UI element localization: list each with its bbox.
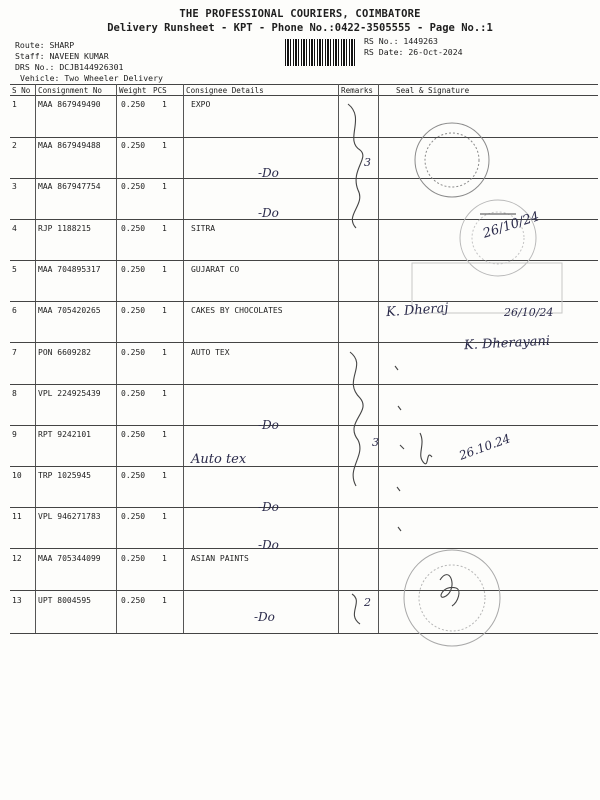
row-sno: 13 xyxy=(12,596,22,605)
company-seal-stamp xyxy=(404,550,500,646)
row-consignment: UPT 8004595 xyxy=(38,596,91,605)
row-sno: 9 xyxy=(12,430,17,439)
delivery-date: 26/10/24 xyxy=(504,306,554,319)
row-weight: 0.250 xyxy=(121,141,146,150)
receiver-signature: K. Dherayani xyxy=(463,333,551,354)
row-sno: 7 xyxy=(12,348,17,357)
rs-date: RS Date: 26-Oct-2024 xyxy=(364,47,463,57)
row-weight: 0.250 xyxy=(121,471,146,480)
row-consignment: RJP 1188215 xyxy=(38,224,91,233)
row-pcs: 1 xyxy=(162,596,167,605)
drs-number: DRS No.: DCJB144926301 xyxy=(15,62,124,72)
row-sno: 12 xyxy=(12,554,22,563)
row-consignment: PON 6609282 xyxy=(38,348,91,357)
row-pcs: 1 xyxy=(162,471,167,480)
row-weight: 0.250 xyxy=(121,306,146,315)
row-consignment: VPL 224925439 xyxy=(38,389,101,398)
signature-stroke xyxy=(420,433,432,464)
staff-label: Staff: NAVEEN KUMAR xyxy=(15,51,109,61)
row-pcs: 1 xyxy=(162,554,167,563)
row-weight: 0.250 xyxy=(121,389,146,398)
remark-number: 3 xyxy=(372,436,379,449)
row-weight: 0.250 xyxy=(121,554,146,563)
ditto-mark: -Do xyxy=(254,610,275,624)
col-consignment-header: Consignment No xyxy=(38,86,103,95)
remark-number: 3 xyxy=(364,156,371,169)
receiver-signature: K. Dheraj xyxy=(385,300,449,321)
row-sno: 2 xyxy=(12,141,17,150)
row-consignee: AUTO TEX xyxy=(191,348,230,357)
rs-number: RS No.: 1449263 xyxy=(364,36,438,46)
row-pcs: 1 xyxy=(162,512,167,521)
row-weight: 0.250 xyxy=(121,430,146,439)
row-weight: 0.250 xyxy=(121,512,146,521)
col-seal-header: Seal & Signature xyxy=(396,86,470,95)
col-pcs-header: PCS xyxy=(153,86,167,95)
row-consignee: GUJARAT CO xyxy=(191,265,240,274)
delivery-date: 26.10.24 xyxy=(457,431,513,463)
delivery-date: 26/10/24 xyxy=(481,209,542,242)
remark-stroke xyxy=(352,594,360,624)
row-weight: 0.250 xyxy=(121,348,146,357)
ditto-mark: -Do xyxy=(258,500,279,514)
row-consignee: CAKES BY CHOCOLATES xyxy=(191,306,283,315)
row-weight: 0.250 xyxy=(121,100,146,109)
signature-stroke xyxy=(440,575,459,606)
ditto-mark: -Do xyxy=(258,166,279,180)
row-consignment: MAA 867949488 xyxy=(38,141,101,150)
row-sno: 11 xyxy=(12,512,22,521)
row-sno: 8 xyxy=(12,389,17,398)
ditto-mark: -Do xyxy=(258,538,279,552)
remark-stroke xyxy=(348,104,363,228)
row-sno: 3 xyxy=(12,182,17,191)
row-weight: 0.250 xyxy=(121,182,146,191)
company-title: THE PROFESSIONAL COURIERS, COIMBATORE xyxy=(179,8,421,20)
row-pcs: 1 xyxy=(162,265,167,274)
vehicle-label: Vehicle: Two Wheeler Delivery xyxy=(20,73,163,83)
row-consignment: TRP 1025945 xyxy=(38,471,91,480)
remark-number: 2 xyxy=(364,596,371,609)
ditto-mark: -Do xyxy=(258,206,279,220)
row-consignment: RPT 9242101 xyxy=(38,430,91,439)
row-pcs: 1 xyxy=(162,306,167,315)
row-weight: 0.250 xyxy=(121,224,146,233)
row-pcs: 1 xyxy=(162,430,167,439)
handwritten-consignee: Auto tex xyxy=(191,452,247,467)
row-consignment: MAA 704895317 xyxy=(38,265,101,274)
row-consignee: ASIAN PAINTS xyxy=(191,554,249,563)
col-sno-header: S No xyxy=(12,86,31,95)
row-sno: 4 xyxy=(12,224,17,233)
row-sno: 1 xyxy=(12,100,17,109)
row-pcs: 1 xyxy=(162,100,167,109)
row-consignment: MAA 705420265 xyxy=(38,306,101,315)
row-consignee: SITRA xyxy=(191,224,216,233)
ditto-mark: -Do xyxy=(258,418,279,432)
row-weight: 0.250 xyxy=(121,596,146,605)
row-pcs: 1 xyxy=(162,389,167,398)
company-seal-stamp xyxy=(460,200,536,276)
col-weight-header: Weight xyxy=(119,86,147,95)
company-seal-stamp xyxy=(415,123,489,197)
row-pcs: 1 xyxy=(162,224,167,233)
row-weight: 0.250 xyxy=(121,265,146,274)
row-consignment: MAA 867949490 xyxy=(38,100,101,109)
row-consignment: MAA 705344099 xyxy=(38,554,101,563)
row-consignee: EXPO xyxy=(191,100,211,109)
remark-stroke xyxy=(350,352,363,486)
row-consignment: MAA 867947754 xyxy=(38,182,101,191)
route-label: Route: SHARP xyxy=(15,40,75,50)
row-pcs: 1 xyxy=(162,141,167,150)
row-pcs: 1 xyxy=(162,348,167,357)
runsheet-subtitle: Delivery Runsheet - KPT - Phone No.:0422-3505555 - Page No.:1 xyxy=(107,22,493,34)
row-sno: 6 xyxy=(12,306,17,315)
row-sno: 5 xyxy=(12,265,17,274)
row-pcs: 1 xyxy=(162,182,167,191)
col-remarks-header: Remarks xyxy=(341,86,374,95)
col-consignee-header: Consignee Details xyxy=(186,86,264,95)
row-consignment: VPL 946271783 xyxy=(38,512,101,521)
row-sno: 10 xyxy=(12,471,22,480)
